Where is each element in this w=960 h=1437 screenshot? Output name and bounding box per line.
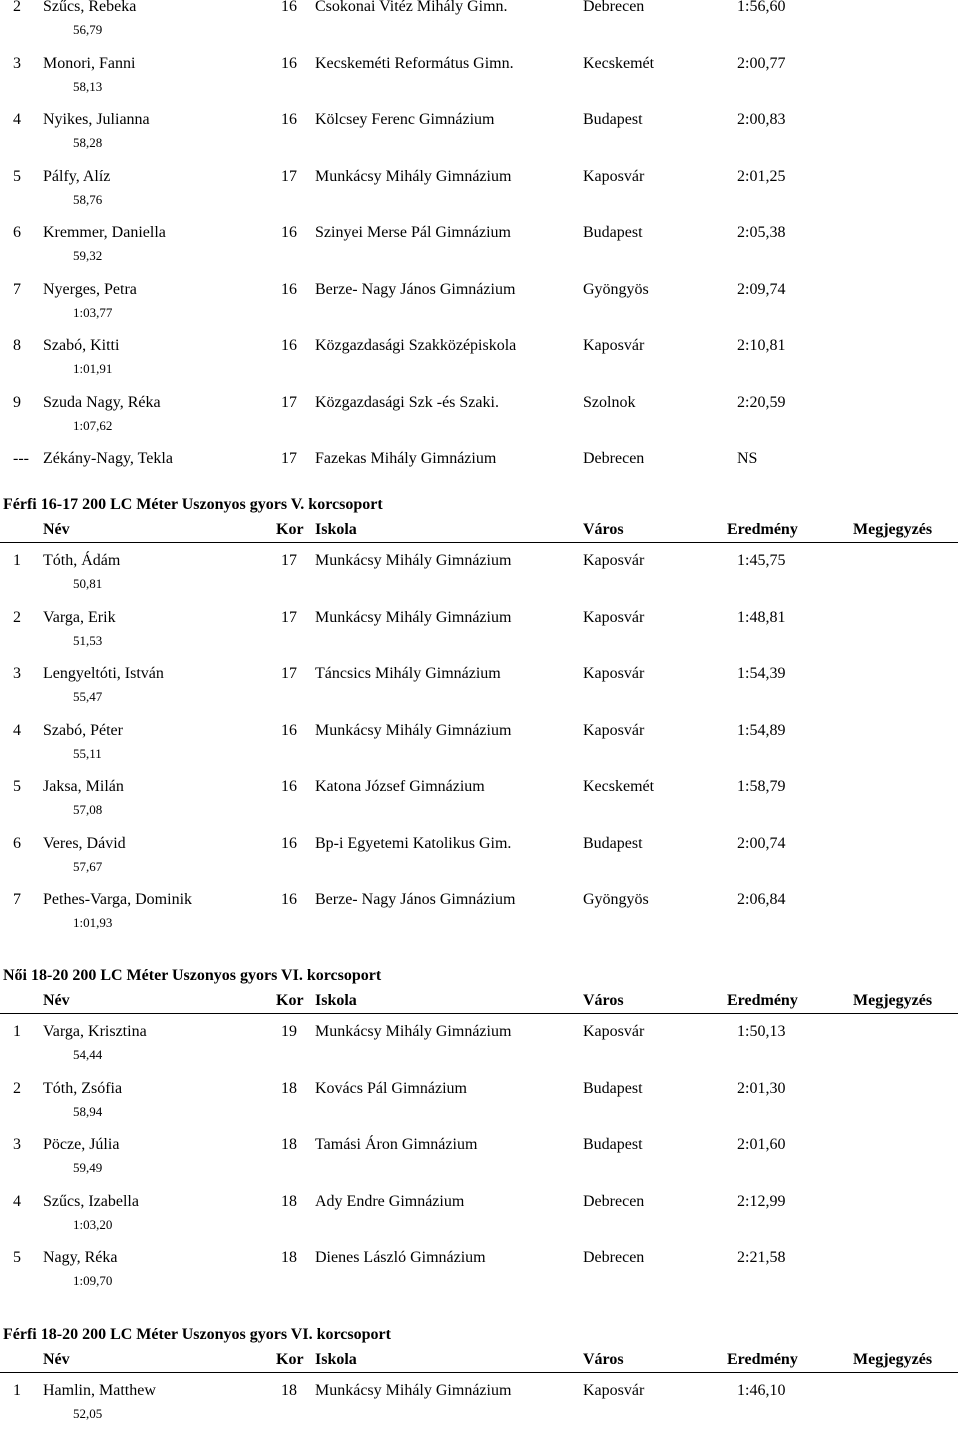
split-time: 58,28 — [73, 135, 103, 150]
result-time: 1:58,79 — [737, 778, 786, 795]
result-time: 2:00,83 — [737, 111, 786, 128]
split-time: 1:03,20 — [73, 1216, 113, 1232]
age-cell: 16 — [281, 54, 297, 72]
header-result: Eredmény — [727, 1351, 798, 1368]
place-cell: 2 — [13, 1079, 21, 1097]
swimmer-name: Pethes-Varga, Dominik — [43, 891, 193, 908]
swimmer-name: Tóth, Ádám — [43, 552, 121, 569]
city-cell: Debrecen — [583, 0, 645, 15]
city-cell: Kaposvár — [583, 721, 645, 739]
result-row — [0, 1248, 960, 1304]
result-row — [0, 608, 960, 664]
result-row — [0, 1135, 960, 1191]
result-row — [0, 0, 960, 53]
swimmer-name: Hamlin, Matthew — [43, 1382, 156, 1399]
place-cell: 2 — [13, 608, 21, 626]
school-cell: Kovács Pál Gimnázium — [315, 1079, 467, 1097]
school-cell: Tamási Áron Gimnázium — [315, 1136, 478, 1153]
city-cell: Gyöngyös — [583, 280, 649, 298]
school-cell: Munkácsy Mihály Gimnázium — [315, 1382, 512, 1399]
school-cell: Csokonai Vitéz Mihály Gimn. — [315, 0, 508, 15]
city-cell: Kaposvár — [583, 1023, 645, 1040]
age-cell: 16 — [281, 280, 297, 298]
table-header — [0, 1350, 958, 1373]
section-title: Férfi 18-20 200 LC Méter Uszonyos gyors VI. korcsoport — [3, 1326, 391, 1343]
city-cell: Budapest — [583, 1079, 643, 1097]
result-row — [0, 280, 960, 336]
result-row — [0, 393, 960, 449]
school-cell: Közgazdasági Szk -és Szaki. — [315, 393, 499, 411]
swimmer-name: Nyikes, Julianna — [43, 111, 150, 128]
split-time: 1:03,77 — [73, 304, 113, 320]
split-time: 59,32 — [73, 248, 103, 263]
school-cell: Munkácsy Mihály Gimnázium — [315, 1023, 512, 1040]
result-time: 2:20,59 — [737, 393, 786, 411]
place-cell: 3 — [13, 1136, 21, 1153]
split-time: 57,67 — [73, 858, 103, 874]
age-cell: 19 — [281, 1023, 297, 1040]
swimmer-name: Monori, Fanni — [43, 54, 136, 72]
header-school: Iskola — [315, 1351, 357, 1368]
city-cell: Debrecen — [583, 450, 645, 467]
age-cell: 16 — [281, 778, 297, 795]
school-cell: Berze- Nagy János Gimnázium — [315, 280, 516, 298]
split-time: 51,53 — [73, 632, 103, 648]
city-cell: Kaposvár — [583, 337, 645, 354]
section-title: Női 18-20 200 LC Méter Uszonyos gyors VI. korcsoport — [3, 967, 382, 984]
result-time: 2:00,74 — [737, 834, 786, 852]
school-cell: Katona József Gimnázium — [315, 778, 485, 795]
result-row — [0, 223, 960, 279]
split-time: 50,81 — [73, 576, 103, 591]
age-cell: 18 — [281, 1192, 297, 1210]
swimmer-name: Kremmer, Daniella — [43, 224, 166, 241]
age-cell: 16 — [281, 111, 297, 128]
age-cell: 16 — [281, 337, 297, 354]
school-cell: Közgazdasági Szakközépiskola — [315, 337, 517, 354]
place-cell: --- — [13, 450, 29, 467]
age-cell: 18 — [281, 1249, 297, 1266]
result-row — [0, 54, 960, 110]
split-time: 58,13 — [73, 78, 103, 94]
school-cell: Ady Endre Gimnázium — [315, 1192, 465, 1210]
city-cell: Kaposvár — [583, 167, 645, 185]
result-time: 2:01,25 — [737, 167, 786, 185]
school-cell: Kölcsey Ferenc Gimnázium — [315, 111, 495, 128]
header-note: Megjegyzés — [853, 992, 933, 1009]
school-cell: Táncsics Mihály Gimnázium — [315, 665, 501, 682]
result-row — [0, 721, 960, 777]
split-time: 57,08 — [73, 802, 103, 817]
result-time: 1:45,75 — [737, 552, 786, 569]
header-school: Iskola — [315, 521, 357, 538]
city-cell: Kecskemét — [583, 54, 655, 72]
age-cell: 17 — [281, 450, 297, 467]
city-cell: Kaposvár — [583, 608, 645, 626]
split-time: 1:07,62 — [73, 417, 113, 433]
age-cell: 16 — [281, 0, 297, 15]
split-time: 55,47 — [73, 689, 103, 704]
age-cell: 17 — [281, 608, 297, 626]
school-cell: Berze- Nagy János Gimnázium — [315, 891, 516, 908]
swimmer-name: Szuda Nagy, Réka — [43, 393, 161, 411]
city-cell: Gyöngyös — [583, 891, 649, 908]
section-title: Férfi 16-17 200 LC Méter Uszonyos gyors V. korcsoport — [3, 496, 383, 513]
result-row — [0, 110, 960, 166]
split-time: 1:01,93 — [73, 915, 113, 930]
city-cell: Kecskemét — [583, 778, 655, 795]
split-time: 52,05 — [73, 1406, 103, 1421]
place-cell: 1 — [13, 552, 21, 569]
result-time: 2:06,84 — [737, 891, 786, 908]
result-time: 2:09,74 — [737, 280, 786, 298]
header-name: Név — [43, 1351, 70, 1368]
city-cell: Debrecen — [583, 1249, 645, 1266]
city-cell: Szolnok — [583, 393, 636, 411]
age-cell: 16 — [281, 891, 297, 908]
place-cell: 4 — [13, 721, 21, 739]
result-row — [0, 834, 960, 890]
swimmer-name: Szabó, Kitti — [43, 337, 120, 354]
place-cell: 1 — [13, 1382, 21, 1399]
header-city: Város — [583, 992, 624, 1009]
school-cell: Szinyei Merse Pál Gimnázium — [315, 224, 511, 241]
split-time: 54,44 — [73, 1047, 103, 1062]
table-header — [0, 991, 958, 1014]
split-time: 1:09,70 — [73, 1273, 113, 1288]
place-cell: 6 — [13, 224, 21, 241]
header-age: Kor — [276, 521, 304, 538]
result-time: 2:00,77 — [737, 54, 786, 72]
header-city: Város — [583, 521, 624, 538]
result-time: 1:50,13 — [737, 1023, 786, 1040]
city-cell: Kaposvár — [583, 665, 645, 682]
city-cell: Budapest — [583, 1136, 643, 1153]
place-cell: 5 — [13, 167, 21, 185]
school-cell: Bp-i Egyetemi Katolikus Gim. — [315, 834, 512, 852]
result-time: 2:10,81 — [737, 337, 786, 354]
swimmer-name: Szabó, Péter — [43, 721, 123, 739]
place-cell: 7 — [13, 280, 21, 298]
city-cell: Budapest — [583, 111, 643, 128]
result-time: 1:48,81 — [737, 608, 786, 626]
swimmer-name: Zékány-Nagy, Tekla — [43, 450, 173, 467]
school-cell: Munkácsy Mihály Gimnázium — [315, 721, 512, 739]
swimmer-name: Pálfy, Alíz — [43, 167, 111, 185]
header-age: Kor — [276, 992, 304, 1009]
header-name: Név — [43, 992, 70, 1009]
header-note: Megjegyzés — [853, 1351, 933, 1368]
age-cell: 16 — [281, 834, 297, 852]
result-time: 2:12,99 — [737, 1192, 786, 1210]
city-cell: Debrecen — [583, 1192, 645, 1210]
swimmer-name: Varga, Krisztina — [43, 1023, 147, 1040]
result-time: 1:54,39 — [737, 665, 786, 682]
place-cell: 3 — [13, 665, 21, 682]
result-row — [0, 890, 960, 946]
swimmer-name: Szűcs, Izabella — [43, 1192, 139, 1210]
result-row — [0, 167, 960, 223]
result-row — [0, 664, 960, 720]
swimmer-name: Varga, Erik — [43, 608, 116, 626]
split-time: 1:01,91 — [73, 361, 113, 376]
swimmer-name: Nagy, Réka — [43, 1249, 118, 1266]
swimmer-name: Nyerges, Petra — [43, 280, 137, 298]
header-note: Megjegyzés — [853, 521, 933, 538]
age-cell: 16 — [281, 721, 297, 739]
place-cell: 5 — [13, 778, 21, 795]
age-cell: 17 — [281, 167, 297, 185]
table-header — [0, 520, 958, 543]
place-cell: 3 — [13, 54, 21, 72]
swimmer-name: Pöcze, Júlia — [43, 1136, 120, 1153]
place-cell: 1 — [13, 1023, 21, 1040]
split-time: 55,11 — [73, 745, 102, 761]
result-time: 1:54,89 — [737, 721, 786, 739]
age-cell: 18 — [281, 1079, 297, 1097]
swimmer-name: Veres, Dávid — [43, 834, 126, 852]
place-cell: 4 — [13, 1192, 21, 1210]
result-time: 2:21,58 — [737, 1249, 786, 1266]
split-time: 59,49 — [73, 1160, 103, 1175]
age-cell: 18 — [281, 1136, 297, 1153]
age-cell: 17 — [281, 665, 297, 682]
school-cell: Kecskeméti Református Gimn. — [315, 54, 514, 72]
result-time: 1:46,10 — [737, 1382, 786, 1399]
age-cell: 17 — [281, 393, 297, 411]
school-cell: Munkácsy Mihály Gimnázium — [315, 167, 512, 185]
swimmer-name: Szűcs, Rebeka — [43, 0, 137, 15]
place-cell: 6 — [13, 834, 21, 852]
place-cell: 4 — [13, 111, 21, 128]
header-city: Város — [583, 1351, 624, 1368]
split-time: 58,76 — [73, 191, 103, 207]
result-row — [0, 1381, 960, 1437]
result-time: 2:01,30 — [737, 1079, 786, 1097]
place-cell: 2 — [13, 0, 21, 15]
swimmer-name: Lengyeltóti, István — [43, 665, 164, 682]
school-cell: Munkácsy Mihály Gimnázium — [315, 552, 512, 569]
swimmer-name: Tóth, Zsófia — [43, 1079, 123, 1097]
result-row — [0, 551, 960, 607]
city-cell: Budapest — [583, 224, 643, 241]
header-result: Eredmény — [727, 992, 798, 1009]
split-time: 58,94 — [73, 1103, 103, 1119]
place-cell: 7 — [13, 891, 21, 908]
school-cell: Dienes László Gimnázium — [315, 1249, 486, 1266]
city-cell: Budapest — [583, 834, 643, 852]
result-row — [0, 1192, 960, 1248]
place-cell: 8 — [13, 337, 21, 354]
result-row — [0, 336, 960, 392]
school-cell: Fazekas Mihály Gimnázium — [315, 450, 497, 467]
header-name: Név — [43, 521, 70, 538]
age-cell: 17 — [281, 552, 297, 569]
age-cell: 18 — [281, 1382, 297, 1399]
place-cell: 9 — [13, 393, 21, 411]
result-row — [0, 1022, 960, 1078]
school-cell: Munkácsy Mihály Gimnázium — [315, 608, 512, 626]
place-cell: 5 — [13, 1249, 21, 1266]
result-row — [0, 1079, 960, 1135]
result-time: 2:01,60 — [737, 1136, 786, 1153]
city-cell: Kaposvár — [583, 552, 645, 569]
split-time: 56,79 — [73, 22, 103, 37]
result-time: 1:56,60 — [737, 0, 786, 15]
city-cell: Kaposvár — [583, 1382, 645, 1399]
header-age: Kor — [276, 1351, 304, 1368]
result-time: 2:05,38 — [737, 224, 786, 241]
header-school: Iskola — [315, 992, 357, 1009]
age-cell: 16 — [281, 224, 297, 241]
swimmer-name: Jaksa, Milán — [43, 778, 124, 795]
header-result: Eredmény — [727, 521, 798, 538]
result-time: NS — [737, 450, 758, 467]
result-row — [0, 777, 960, 833]
